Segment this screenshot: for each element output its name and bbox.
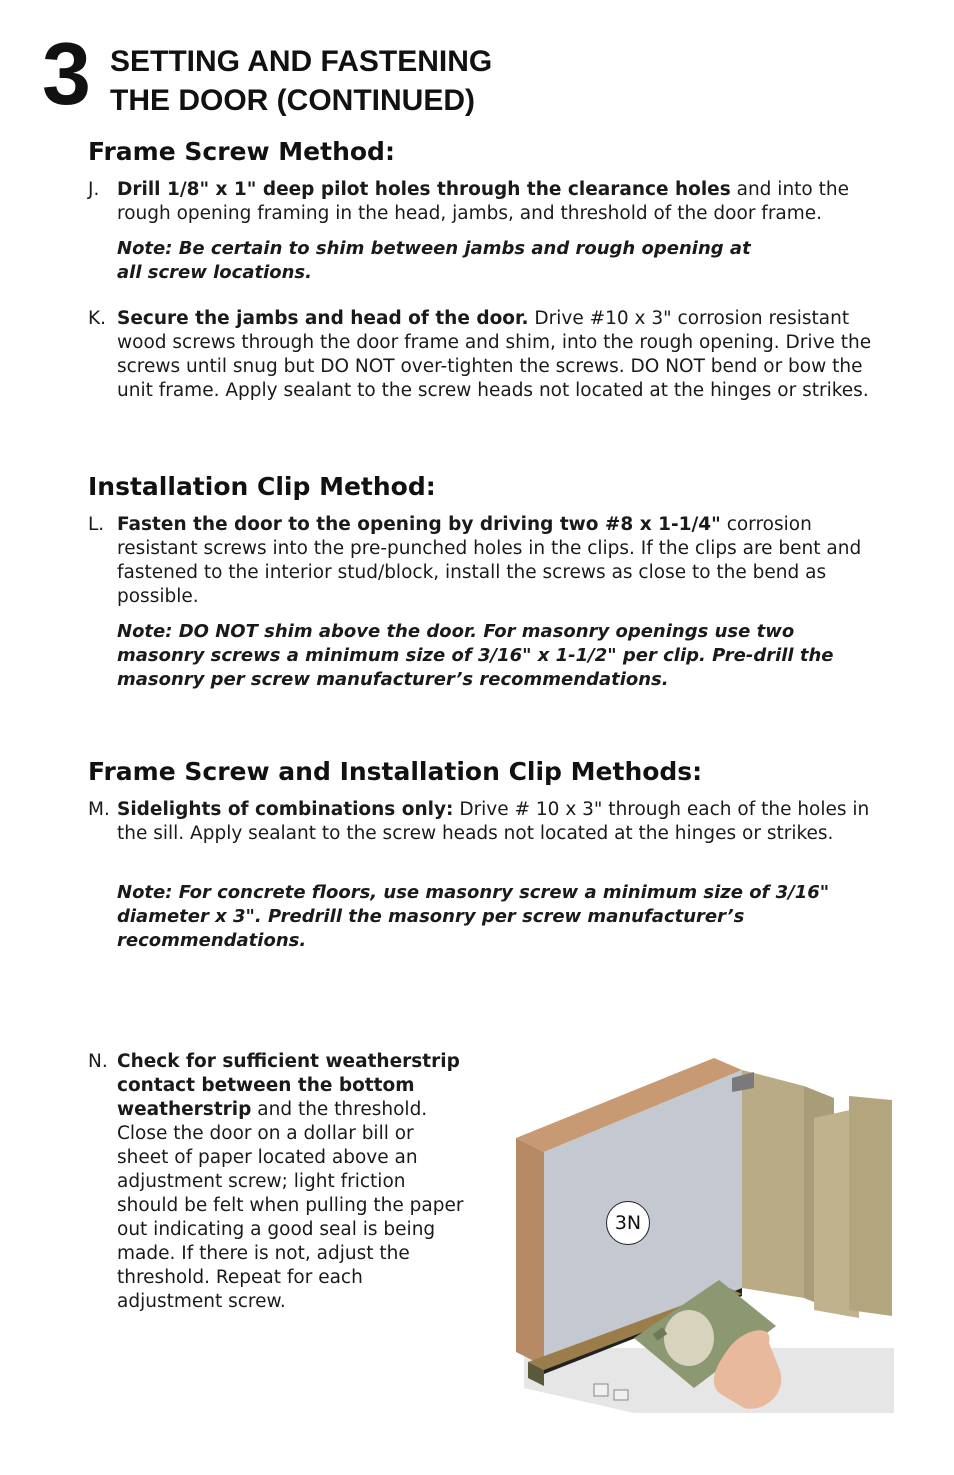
floor-tab-1 xyxy=(594,1384,608,1396)
instruction-n xyxy=(88,1050,468,1314)
door-left-edge xyxy=(516,1138,544,1366)
bill-portrait xyxy=(664,1310,714,1366)
instruction-l-marker: L. xyxy=(88,514,105,535)
frame-casing xyxy=(849,1096,892,1316)
instruction-l-text: corrosion resistant screws into the pre-punched holes in the clips. If the clips are bent and fastened to the interior stud/block, install the screws as close to the bend as possible. xyxy=(117,514,862,607)
heading-frame-screw-method: Frame Screw Method: xyxy=(88,137,395,166)
instruction-k xyxy=(88,307,878,403)
instruction-n-marker: N. xyxy=(88,1051,108,1072)
section-title xyxy=(110,42,492,120)
instruction-j-marker: J. xyxy=(88,179,100,200)
instruction-j-text: and into the rough opening framing in the head, jambs, and threshold of the door frame. xyxy=(117,179,849,224)
instruction-j xyxy=(88,178,878,226)
instruction-k-text: Drive #10 x 3" corrosion resistant wood screws through the door frame and shim, into the rough opening. Drive the screws until snug but DO NOT over-tighten the screws. DO NOT bend or bow the unit frame. Apply sealant to the screw heads not located at the hinges or strikes. xyxy=(117,308,872,401)
instruction-m xyxy=(88,798,878,846)
instruction-n-text: and the threshold. Close the door on a dollar bill or sheet of paper located above an adjustment screw; light friction should be felt when pulling the paper out indicating a good seal is being made. If there is not, adjust the threshold. Repeat for each adjustment screw. xyxy=(117,1099,464,1312)
instruction-l-bold: Fasten the door to the opening by driving two #8 x 1-1/4" xyxy=(117,514,721,535)
section-title-line1: SETTING AND FASTENING xyxy=(110,45,493,78)
instruction-l xyxy=(88,513,878,609)
section-title-line2: THE DOOR (CONTINUED) xyxy=(110,84,475,117)
note-j: Note: Be certain to shim between jambs and rough opening at all screw locations. xyxy=(117,238,751,283)
figure-callout-label: 3N xyxy=(606,1201,650,1245)
note-m: Note: For concrete floors, use masonry screw a minimum size of 3/16" diameter x 3". Predrill the masonry per screw manufacturer’s recommendations. xyxy=(117,882,830,951)
instruction-k-bold: Secure the jambs and head of the door. xyxy=(117,308,529,329)
door-weatherstrip-illustration xyxy=(514,1048,914,1420)
heading-both-methods: Frame Screw and Installation Clip Methods: xyxy=(88,757,703,786)
instruction-m-bold: Sidelights of combinations only: xyxy=(117,799,454,820)
note-l: Note: DO NOT shim above the door. For masonry openings use two masonry screws a minimum size of 3/16" x 1-1/2" per clip. Pre-drill the masonry per screw manufacturer’s recommendations. xyxy=(117,621,834,690)
instruction-m-text: Drive # 10 x 3" through each of the holes in the sill. Apply sealant to the screw heads not located at the hinges or strikes. xyxy=(117,799,870,844)
step-number: 3 xyxy=(42,24,91,123)
instruction-m-marker: M. xyxy=(88,799,110,820)
floor-tab-2 xyxy=(614,1390,628,1400)
frame-jamb-face xyxy=(742,1070,804,1298)
instruction-n-bold: Check for sufficient weatherstrip contact between the bottom weatherstrip xyxy=(117,1051,460,1120)
heading-installation-clip-method: Installation Clip Method: xyxy=(88,472,436,501)
instruction-k-marker: K. xyxy=(88,308,107,329)
instruction-j-bold: Drill 1/8" x 1" deep pilot holes through the clearance holes xyxy=(117,179,731,200)
